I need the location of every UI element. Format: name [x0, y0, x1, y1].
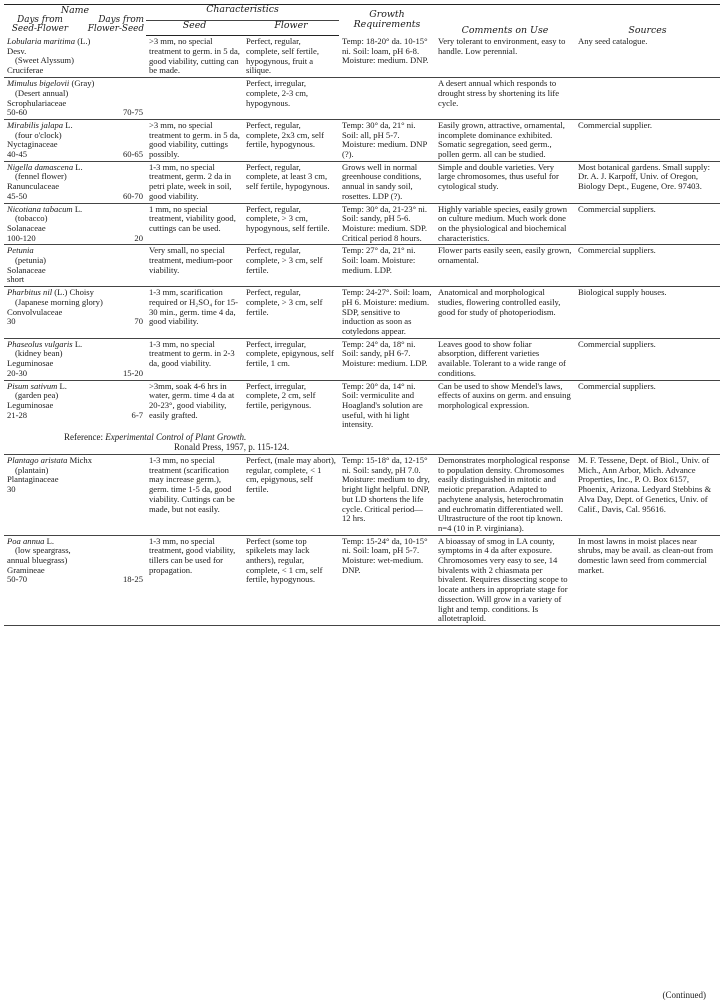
sources-cell: Biological supply houses.	[575, 287, 720, 339]
table-row	[4, 36, 720, 78]
sources-cell: Most botanical gardens. Small supply: Dr. A. J. Karpoff, Univ. of Oregon, Biology Dept., Eugene, Ore. 97403.	[575, 161, 720, 203]
seed-cell: 1-3 mm, scarification required or H₂SO₄ for 15-30 min., germ. time 4 da, good viability.	[146, 287, 243, 339]
name-header	[4, 5, 146, 36]
sources-cell: Commercial suppliers.	[575, 245, 720, 287]
name-authority: Michx	[69, 455, 92, 466]
name-line: Gramineae	[7, 564, 45, 575]
table-row	[4, 78, 720, 120]
flower-cell: Perfect, regular, complete, 2x3 cm, self fertile, hypogynous.	[243, 119, 339, 161]
flower-cell: Perfect, (male may abort), regular, complete, < 1 cm, epigynous, self fertile.	[243, 455, 339, 536]
comments-header: Comments on Use	[435, 5, 575, 36]
days-values	[7, 317, 143, 327]
table-row	[4, 535, 720, 625]
scientific-name: Poa annua	[7, 535, 45, 546]
table-row	[4, 287, 720, 339]
name-line: Leguminosae	[7, 358, 54, 369]
name-authority: (L.)	[77, 35, 91, 46]
seed-cell: >3mm, soak 4-6 hrs in water, germ. time 4 da at 20-23°, good viability, easily grafted.	[149, 380, 235, 420]
plant-name-cell	[4, 245, 146, 287]
flower-cell: Perfect, irregular, complete, 2-3 cm, hypogynous.	[243, 78, 339, 120]
scientific-name: Lobularia maritima	[7, 35, 76, 46]
seed-cell: >3 mm, no special treatment to germ. in 5 da, good viability, cutting can be made.	[146, 36, 243, 78]
characteristics-header: Characteristics	[146, 5, 339, 21]
days-seed-flower: 30	[7, 484, 16, 495]
comments-cell: Demonstrates morphological response to population density. Chromosomes easily distinguished in mitotic and meiotic preparation. Adapted to pachytene analysis, heterochromatin and euchromatin differentiated well. Ultrastructure of the root tip known. n=4 (10 in P. virginiana).	[435, 455, 575, 536]
flower-cell: Perfect, regular, complete, self fertile, hypogynous, fruit a silique.	[243, 36, 339, 78]
flower-cell: Perfect, regular, complete, at least 3 cm, self fertile, hypogynous.	[243, 161, 339, 203]
sources-cell: Commercial suppliers.	[575, 203, 720, 245]
plant-name-cell	[4, 161, 146, 203]
flower-cell: Perfect, regular, complete, > 3 cm, self fertile.	[243, 245, 339, 287]
growth-cell: Temp: 24° da, 18° ni. Soil: sandy, pH 6-7. Moisture: medium. LDP.	[339, 338, 435, 380]
plant-name-cell	[4, 36, 146, 78]
plant-characteristics-table	[4, 4, 720, 626]
table-row	[4, 119, 720, 161]
name-authority: (L.) Choisy	[54, 287, 94, 298]
seed-header: Seed	[146, 20, 243, 36]
days-seed-flower: 50-70	[7, 574, 28, 585]
name-line: (low speargrass,	[15, 545, 71, 556]
plant-name-cell	[4, 338, 146, 380]
name-line: annual bluegrass)	[7, 555, 68, 566]
comments-cell: Easily grown, attractive, ornamental, incomplete dominance exhibited. Somatic segregation, seed germ., pollen germ. all can be studied.	[435, 119, 575, 161]
seed-cell: 1-3 mm, no special treatment to germ. in 2-3 da, good viability.	[146, 338, 243, 380]
name-line: Leguminosae	[7, 399, 54, 410]
growth-header: Growth Requirements	[339, 5, 435, 36]
scientific-name: Pharbitus nil	[7, 287, 53, 298]
name-line: Convolvulaceae	[7, 306, 63, 317]
table-row	[4, 338, 720, 380]
flower-cell: Perfect, regular, complete, > 3 cm, hypogynous, self fertile.	[243, 203, 339, 245]
sources-cell	[575, 78, 720, 120]
growth-cell: Temp: 27° da, 21° ni. Soil: loam. Moisture: medium. LDP.	[339, 245, 435, 287]
days-seed-flower: 45-50	[7, 190, 28, 201]
growth-cell: Temp: 30° da, 21° ni. Soil: all, pH 5-7. Moisture: medium. DNP (?).	[339, 119, 435, 161]
reference-title: Experimental Control of Plant Growth.	[105, 432, 247, 443]
table-body	[4, 36, 720, 626]
comments-cell: A desert annual which responds to drought stress by shortening its life cycle.	[435, 78, 575, 120]
days-seed-flower: 40-45	[7, 149, 28, 160]
flower-cell: Perfect, irregular, complete, epigynous, self fertile, 1 cm.	[243, 338, 339, 380]
days-values	[7, 234, 143, 244]
scientific-name: Pisum sativum	[7, 380, 58, 391]
name-line: (kidney bean)	[15, 348, 63, 359]
table-row	[4, 380, 720, 431]
days-flower-seed: 70-75	[122, 107, 143, 118]
days-flower-seed-header: Days from Flower-Seed	[87, 15, 144, 35]
name-line: Solanaceae	[7, 222, 46, 233]
days-values	[7, 192, 143, 202]
days-flower-seed: 60-65	[122, 149, 143, 160]
reference-prefix: Reference:	[64, 432, 103, 443]
growth-cell: Temp: 30° da, 21-23° ni. Soil: sandy, pH 5-6. Moisture: medium. SDP. Critical period 8 hours.	[339, 203, 435, 245]
days-values	[7, 369, 143, 379]
scientific-name: Nigella damascena	[7, 161, 74, 172]
plant-name-cell	[4, 119, 146, 161]
days-seed-flower: short	[7, 274, 25, 285]
seed-cell: 1 mm, no special treatment, viability good, cuttings can be used.	[146, 203, 243, 245]
scientific-name: Plantago aristata	[7, 455, 68, 466]
scientific-name: Mimulus bigelovii	[7, 78, 70, 89]
days-seed-flower: 50-60	[7, 107, 28, 118]
days-flower-seed: 6-7	[131, 409, 143, 420]
comments-cell: Simple and double varieties. Very large chromosomes, thus useful for cytological study.	[435, 161, 575, 203]
growth-cell: Temp: 15-18° da, 12-15° ni. Soil: sandy, pH 7.0. Moisture: medium to dry, bright light helpful. DNP, but LD shortens the life cycle. Critical period— 12 hrs.	[339, 455, 435, 536]
days-values	[7, 485, 143, 495]
comments-cell: Flower parts easily seen, easily grown, ornamental.	[435, 245, 575, 287]
days-flower-seed: 18-25	[122, 574, 143, 585]
sources-cell: In most lawns in moist places near shrubs, may be avail. as clean-out from domestic lawn seed from commercial market.	[575, 535, 720, 625]
seed-cell: 1-3 mm, no special treatment, good viability, tillers can be used for propagation.	[146, 535, 243, 625]
name-authority: L.	[46, 535, 55, 546]
comments-cell: Leaves good to show foliar absorption, different varieties available. Tolerant to a wide range of conditions.	[435, 338, 575, 380]
flower-cell: Perfect (some top spikelets may lack anthers), regular, complete, < 1 cm, self fertile, hypogynous.	[243, 535, 339, 625]
days-flower-seed: 60-70	[122, 190, 143, 201]
document-page	[4, 4, 720, 1000]
seed-cell: 1-3 mm, no special treatment, germ. 2 da in petri plate, week in soil, good viability.	[146, 161, 243, 203]
days-values	[7, 150, 143, 160]
seed-cell: 1-3 mm, no special treatment (scarification may increase germ.), germ. time 1-5 da, good viability. Cuttings can be made, but not easily.	[146, 455, 243, 536]
days-flower-seed: 70	[134, 316, 143, 327]
seed-cell: >3 mm, no special treatment to germ. in 5 da, good viability, cuttings possibly.	[146, 119, 243, 161]
table-row	[4, 245, 720, 287]
scientific-name: Phaseolus vulgaris	[7, 338, 73, 349]
name-line: (four o'clock)	[15, 129, 62, 140]
days-flower-seed: 20	[134, 232, 143, 243]
sources-cell: Commercial suppliers.	[575, 338, 720, 380]
name-line: (plantain)	[15, 464, 49, 475]
comments-cell: Can be used to show Mendel's laws, effects of auxins on germ. and ensuing morphological expression.	[438, 380, 571, 410]
sources-header: Sources	[575, 5, 720, 36]
scientific-name: Nicotiana tabacum	[7, 203, 73, 214]
table-row	[4, 455, 720, 536]
days-seed-flower: 20-30	[7, 367, 28, 378]
comments-cell: Highly variable species, easily grown on culture medium. Much work done on the physiological and biochemical characteristics.	[435, 203, 575, 245]
name-authority: L.	[74, 338, 83, 349]
comments-cell: Anatomical and morphological studies, flowering controlled easily, good for study of photoperiodism.	[435, 287, 575, 339]
plant-name-cell	[4, 78, 146, 120]
scientific-name: Mirabilis jalapa	[7, 119, 64, 130]
sources-cell: M. F. Tessene, Dept. of Biol., Univ. of Mich., Ann Arbor, Mich. Advance Properties, Inc., P. O. Box 6157, Phoenix, Arizona. Ledyard Stebbins & Alva Day, Dept. of Genetics, Univ. of Calif., Davis, Cal. 95616.	[575, 455, 720, 536]
days-flower-seed: 15-20	[122, 367, 143, 378]
name-line: Ranunculaceae	[7, 181, 60, 192]
plant-name-cell	[4, 535, 146, 625]
comments-cell: A bioassay of smog in LA county, symptoms in 4 da after exposure. Chromosomes very easy to see, 14 bivalents with 2 chiasmata per bivalent. Requires dissecting scope to locate anthers in appropriate stage for dissection. Will grow in a variety of light and temp. conditions. Is allotetraploid.	[435, 535, 575, 625]
growth-cell: Temp: 24-27°. Soil: loam, pH 6. Moisture: medium. SDP, sensitive to induction as soon as cotyledons appear.	[339, 287, 435, 339]
days-values	[7, 275, 143, 285]
name-line: (tobacco)	[15, 213, 48, 224]
name-authority: (Gray)	[71, 78, 95, 89]
reference-publisher: Ronald Press, 1957, p. 115-124.	[174, 442, 290, 453]
name-line: (Japanese morning glory)	[15, 296, 103, 307]
days-seed-flower: 100-120	[7, 232, 36, 243]
name-authority: L.	[75, 161, 83, 172]
days-values	[7, 411, 143, 421]
plant-name-cell	[4, 203, 146, 245]
growth-cell	[339, 78, 435, 120]
sources-cell: Any seed catalogue.	[575, 36, 720, 78]
name-line: (petunia)	[15, 255, 47, 266]
flower-header: Flower	[243, 20, 339, 36]
reference-cell	[4, 431, 720, 455]
growth-cell: Temp: 20° da, 14° ni. Soil: vermiculite and Hoagland's solution are useful, with hi light intensity.	[342, 380, 423, 430]
plant-name-cell	[4, 287, 146, 339]
flower-cell: Perfect, regular, complete, > 3 cm, self fertile.	[243, 287, 339, 339]
table-row	[4, 161, 720, 203]
flower-cell: Perfect, irregular, complete, 2 cm, self fertile, perigynous.	[246, 380, 316, 410]
days-seed-flower: 30	[7, 316, 16, 327]
name-authority: L.	[65, 119, 73, 130]
name-line: (fennel flower)	[15, 171, 67, 182]
name-line: Nyctaginaceae	[7, 139, 58, 150]
name-authority: L.	[74, 203, 83, 214]
name-authority: L.	[59, 380, 67, 391]
name-line: (Sweet Alyssum)	[15, 55, 74, 66]
name-line: (Desert annual)	[15, 87, 69, 98]
name-line: Scrophulariaceae	[7, 97, 67, 108]
seed-cell: Very small, no special treatment, medium-poor viability.	[146, 245, 243, 287]
growth-cell: Temp: 18-20° da. 10-15° ni. Soil: loam, pH 6-8. Moisture: medium. DNP.	[339, 36, 435, 78]
sources-cell: Commercial suppliers.	[578, 380, 656, 391]
name-line: Solanaceae	[7, 264, 46, 275]
continued-note: (Continued)	[662, 990, 706, 1000]
table-row	[4, 203, 720, 245]
seed-cell	[146, 78, 243, 120]
days-values	[7, 575, 143, 585]
name-line: (garden pea)	[15, 390, 59, 401]
days-seed-flower: 21-28	[7, 409, 28, 420]
reference-row	[4, 431, 720, 455]
growth-cell: Temp: 15-24° da, 10-15° ni. Soil: loam, pH 5-7. Moisture: wet-medium. DNP.	[339, 535, 435, 625]
name-line: Desv.	[7, 45, 27, 56]
days-seed-flower-header: Days from Seed-Flower	[11, 15, 69, 35]
name-line: Cruciferae	[7, 64, 44, 75]
name-header-label: Name	[60, 5, 90, 16]
plant-name-cell	[4, 380, 146, 431]
name-line: Plantaginaceae	[7, 474, 59, 485]
scientific-name: Petunia	[7, 245, 34, 256]
growth-cell: Grows well in normal greenhouse conditions, annual in sandy soil, rosettes. LDP (?).	[339, 161, 435, 203]
header-row-top	[4, 5, 720, 21]
days-values	[7, 108, 143, 118]
comments-cell: Very tolerant to environment, easy to handle. Low perennial.	[435, 36, 575, 78]
sources-cell: Commercial supplier.	[575, 119, 720, 161]
plant-name-cell	[4, 455, 146, 536]
